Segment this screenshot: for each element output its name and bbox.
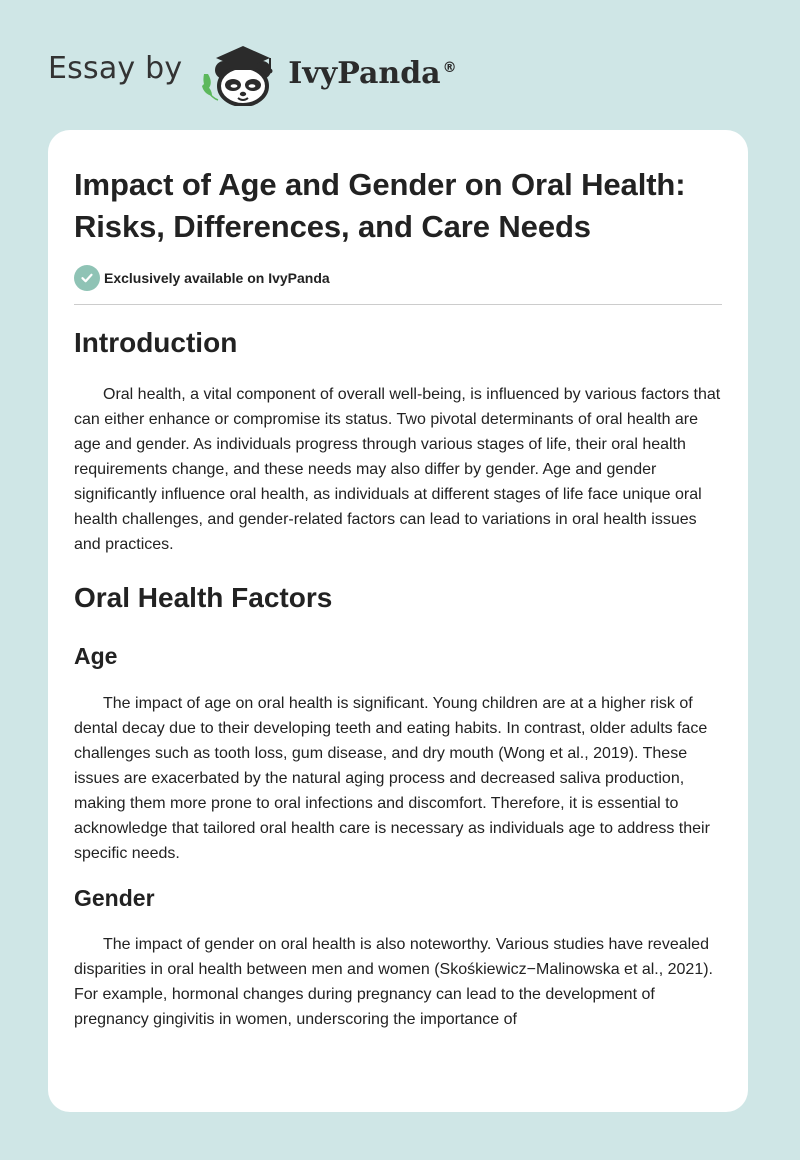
paragraph-age: The impact of age on oral health is significant. Young children are at a higher risk of dental decay due to their developing teeth and eating habits. In contrast, older adults face challenges such as tooth loss, gum disease, and dry mouth (Wong et al., 2019). These issues are exacerbated by the natural aging process and decreased saliva production, making them more prone to oral infections and discomfort. Therefore, it is essential to acknowledge that tailored oral health care is necessary as individuals age to address their specific needs. — [74, 695, 710, 862]
title-divider — [74, 304, 722, 305]
badge-label: Exclusively available on IvyPanda — [104, 270, 330, 286]
subheading-gender: Gender — [74, 885, 155, 911]
check-circle-icon — [74, 265, 100, 291]
paragraph-gender: The impact of gender on oral health is also noteworthy. Various studies have revealed disparities in oral health between men and women (Skośkiewicz−Malinowska et al., 2021). For example, hormonal changes during pregnancy can lead to the development of pregnancy gingivitis in women, underscoring the importance of — [74, 936, 713, 1028]
paragraph-introduction: Oral health, a vital component of overall well-being, is influenced by various factors that can either enhance or compromise its status. Two pivotal determinants of oral health are age and gender. As individuals progress through various stages of life, their oral health requirements change, and these needs may also differ by gender. Age and gender significantly influence oral health, as individuals at different stages of life face unique oral health challenges, and gender-related factors can lead to variations in oral health issues and practices. — [74, 386, 721, 553]
brand-name: IvyPanda ® — [288, 55, 457, 91]
section-heading-oral-health-factors: Oral Health Factors — [74, 582, 333, 613]
subheading-age: Age — [74, 643, 118, 669]
essay-title: Impact of Age and Gender on Oral Health: Risks, Differences, and Care Needs — [74, 167, 686, 244]
section-heading-introduction: Introduction — [74, 327, 238, 358]
registered-mark: ® — [442, 59, 457, 76]
exclusive-badge — [74, 265, 722, 291]
essay-card — [48, 130, 748, 1112]
brand-prefix: Essay by — [48, 50, 183, 86]
panda-logo-icon — [198, 36, 284, 106]
site-header — [48, 36, 508, 106]
